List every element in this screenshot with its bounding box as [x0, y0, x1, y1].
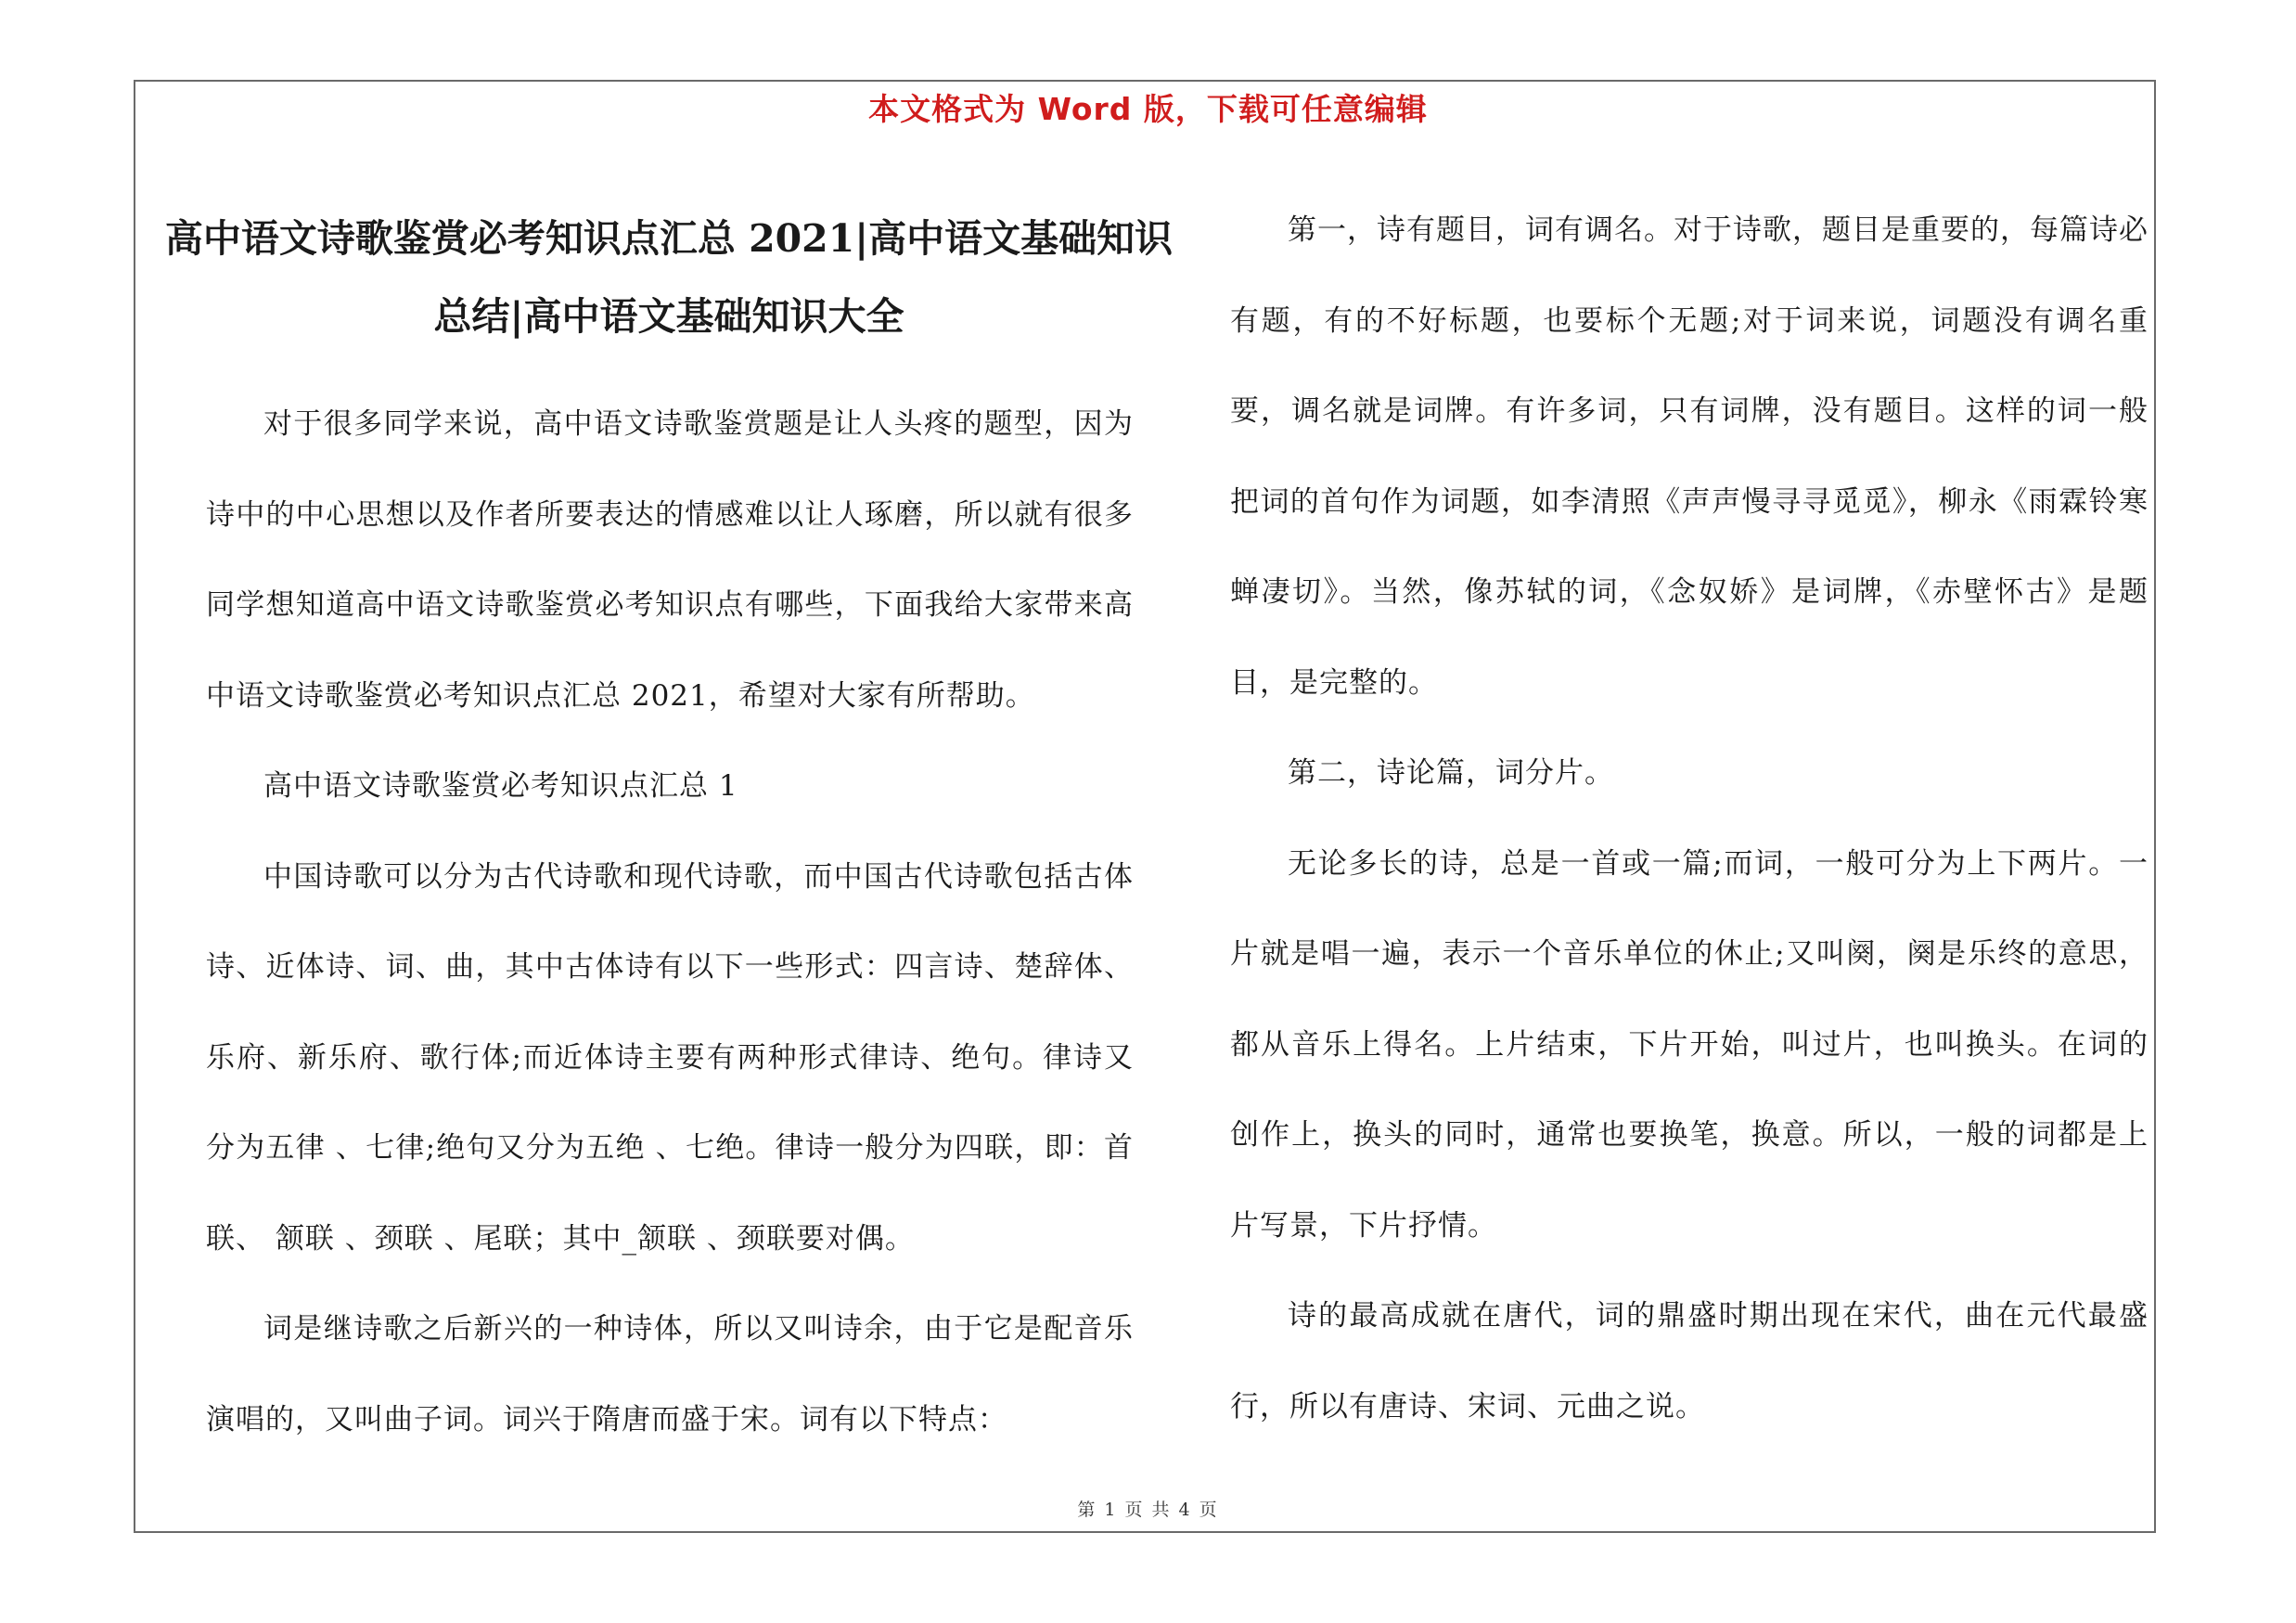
- document-title: 高中语文诗歌鉴赏必考知识点汇总 2021|高中语文基础知识总结|高中语文基础知识大全: [164, 216, 1174, 339]
- paragraph: 词是继诗歌之后新兴的一种诗体，所以又叫诗余，由于它是配音乐演唱的，又叫曲子词。词兴于隋唐而盛于宋。词有以下特点：: [206, 1312, 1134, 1436]
- paragraph: 无论多长的诗，总是一首或一篇;而词，一般可分为上下两片。一片就是唱一遍，表示一个音乐单位的休止;又叫阕，阕是乐终的意思，都从音乐上得名。上片结束，下片开始，叫过片，也叫换头。在词的创作上，换头的同时，通常也要换笔，换意。所以，一般的词都是上片写景，下片抒情。: [1230, 846, 2148, 1243]
- paragraph: 对于很多同学来说，高中语文诗歌鉴赏题是让人头疼的题型，因为诗中的中心思想以及作者所要表达的情感难以让人琢磨，所以就有很多同学想知道高中语文诗歌鉴赏必考知识点有哪些，下面我给大家带来高中语文诗歌鉴赏必考知识点汇总 2021，希望对大家有所帮助。: [206, 407, 1134, 713]
- left-column: [164, 200, 1174, 1465]
- paragraph: 第一，诗有题目，词有调名。对于诗歌，题目是重要的，每篇诗必有题，有的不好标题，也要标个无题;对于词来说，词题没有调名重要，调名就是词牌。有许多词，只有词牌，没有题目。这样的词一般把词的首句作为词题，如李清照《声声慢寻寻觅觅》，柳永《雨霖铃寒蝉凄切》。当然，像苏轼的词，《念奴娇》是词牌，《赤壁怀古》是题目，是完整的。: [1230, 213, 2148, 700]
- paragraph: 诗的最高成就在唐代，词的鼎盛时期出现在宋代，曲在元代最盛行，所以有唐诗、宋词、元曲之说。: [1230, 1299, 2148, 1423]
- right-column: [1230, 186, 2148, 1452]
- paragraph: 中国诗歌可以分为古代诗歌和现代诗歌，而中国古代诗歌包括古体诗、近体诗、词、曲，其中古体诗有以下一些形式：四言诗、楚辞体、乐府、新乐府、歌行体;而近体诗主要有两种形式律诗、绝句。律诗又分为五律 、七律;绝句又分为五绝 、七绝。律诗一般分为四联，即：首联、 颔联 、颈联 、尾联；其中_颔联 、颈联要对偶。: [206, 859, 1134, 1256]
- section-heading: 高中语文诗歌鉴赏必考知识点汇总 1: [263, 769, 738, 803]
- paragraph: 第二，诗论篇，词分片。: [1288, 756, 1614, 790]
- page-number: 第 1 页 共 4 页: [1077, 1500, 1219, 1520]
- format-banner: 本文格式为 Word 版，下载可任意编辑: [868, 91, 1428, 127]
